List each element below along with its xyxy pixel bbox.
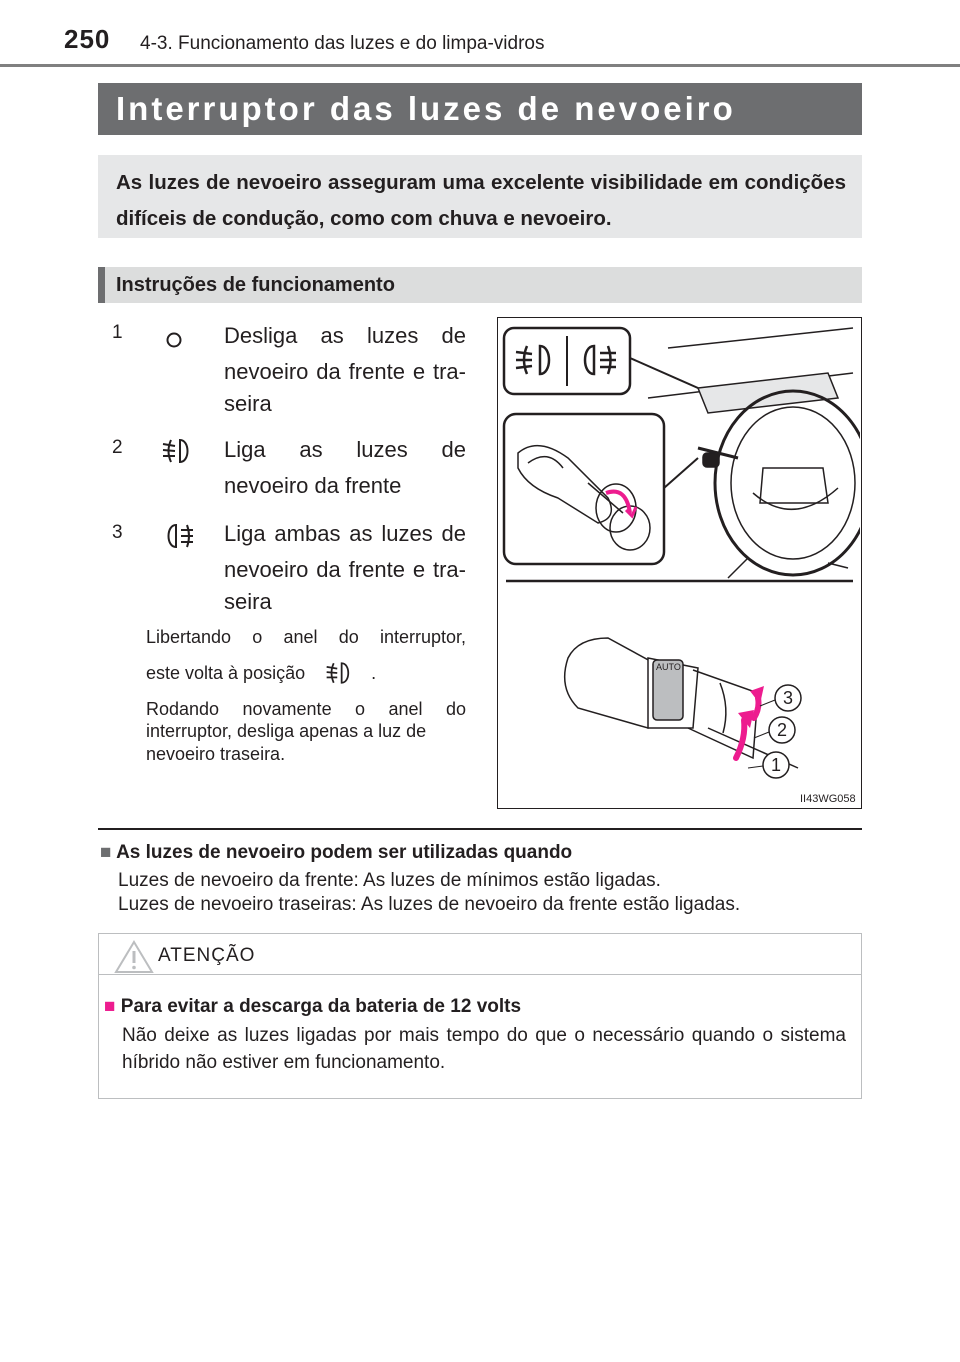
step-2-line-2: nevoeiro da frente — [224, 473, 402, 498]
callout-1: 1 — [770, 755, 782, 775]
condition-line-1: Luzes de nevoeiro da frente: As luzes de mínimos estão ligadas. — [118, 870, 661, 891]
step-1-line-1: Desliga as luzes de — [224, 323, 466, 348]
conditions-marker: ■ — [100, 842, 112, 863]
note-1-line-1: Libertando o anel do interruptor, — [146, 627, 466, 647]
section-title: Interruptor das luzes de nevoeiro — [116, 90, 736, 127]
off-circle-icon — [164, 330, 184, 355]
note-1-line-2-text: este volta à posição — [146, 663, 306, 683]
page-number: 250 — [64, 24, 111, 54]
warning-text: Não deixe as luzes ligadas por mais tempo do que o necessário quando o sistema híbrido não estiver em funcionamento. — [122, 1025, 846, 1073]
subheading-accent — [98, 267, 105, 303]
warning-divider — [98, 974, 862, 975]
front-fog-light-icon — [160, 436, 194, 471]
condition-line-2: Luzes de nevoeiro traseiras: As luzes de nevoeiro da frente estão ligadas. — [118, 894, 741, 915]
intro-text: As luzes de nevoeiro asseguram uma excelente visibilidade em condições difíceis de condução, como com chuva e nevoeiro. — [116, 171, 846, 230]
warning-triangle-icon — [114, 940, 154, 979]
front-fog-light-inline-icon — [310, 663, 366, 685]
warning-label: ATENÇÃO — [158, 945, 256, 966]
step-3-number-text: 3 — [112, 522, 123, 543]
note-2-line-2: interruptor, desliga apenas a luz de — [146, 721, 427, 741]
step-2-number — [110, 437, 132, 459]
stalk-auto-label: AUTO — [656, 662, 681, 672]
step-3-line-2: nevoeiro da frente e tra- — [224, 557, 466, 582]
header-divider — [0, 64, 960, 67]
step-2-line-1: Liga as luzes de — [224, 437, 466, 462]
conditions-title: As luzes de nevoeiro podem ser utilizadas quando — [116, 842, 573, 863]
warning-heading — [104, 996, 521, 1018]
subheading: Instruções de funcionamento — [116, 274, 395, 296]
figure-code: II43WG058 — [800, 793, 856, 805]
warning-marker: ■ — [104, 996, 116, 1017]
figure-illustration — [498, 318, 860, 807]
step-1-number — [110, 322, 132, 344]
step-1-number-text: 1 — [112, 322, 123, 343]
warning-title: Para evitar a descarga da bateria de 12 volts — [120, 996, 522, 1017]
step-3-line-3: seira — [224, 589, 272, 614]
step-3-line-1: Liga ambas as luzes de — [224, 521, 466, 546]
callout-3: 3 — [782, 688, 794, 708]
callout-2: 2 — [776, 720, 788, 740]
step-3-number — [110, 522, 132, 544]
step-2-number-text: 2 — [112, 437, 123, 458]
chapter-title: 4-3. Funcionamento das luzes e do limpa-vidros — [140, 33, 545, 54]
note-2-line-3: nevoeiro traseira. — [146, 744, 286, 764]
fog-light-switch-figure — [497, 317, 862, 809]
note-1-line-2-end: . — [371, 663, 377, 683]
note-2-line-1: Rodando novamente o anel do — [146, 699, 466, 719]
step-1-line-3: seira — [224, 391, 272, 416]
section-divider — [98, 828, 862, 830]
rear-fog-light-icon — [162, 521, 196, 556]
step-1-line-2: nevoeiro da frente e tra- — [224, 359, 466, 384]
note-1-line-2 — [146, 662, 466, 685]
conditions-heading — [100, 842, 572, 864]
